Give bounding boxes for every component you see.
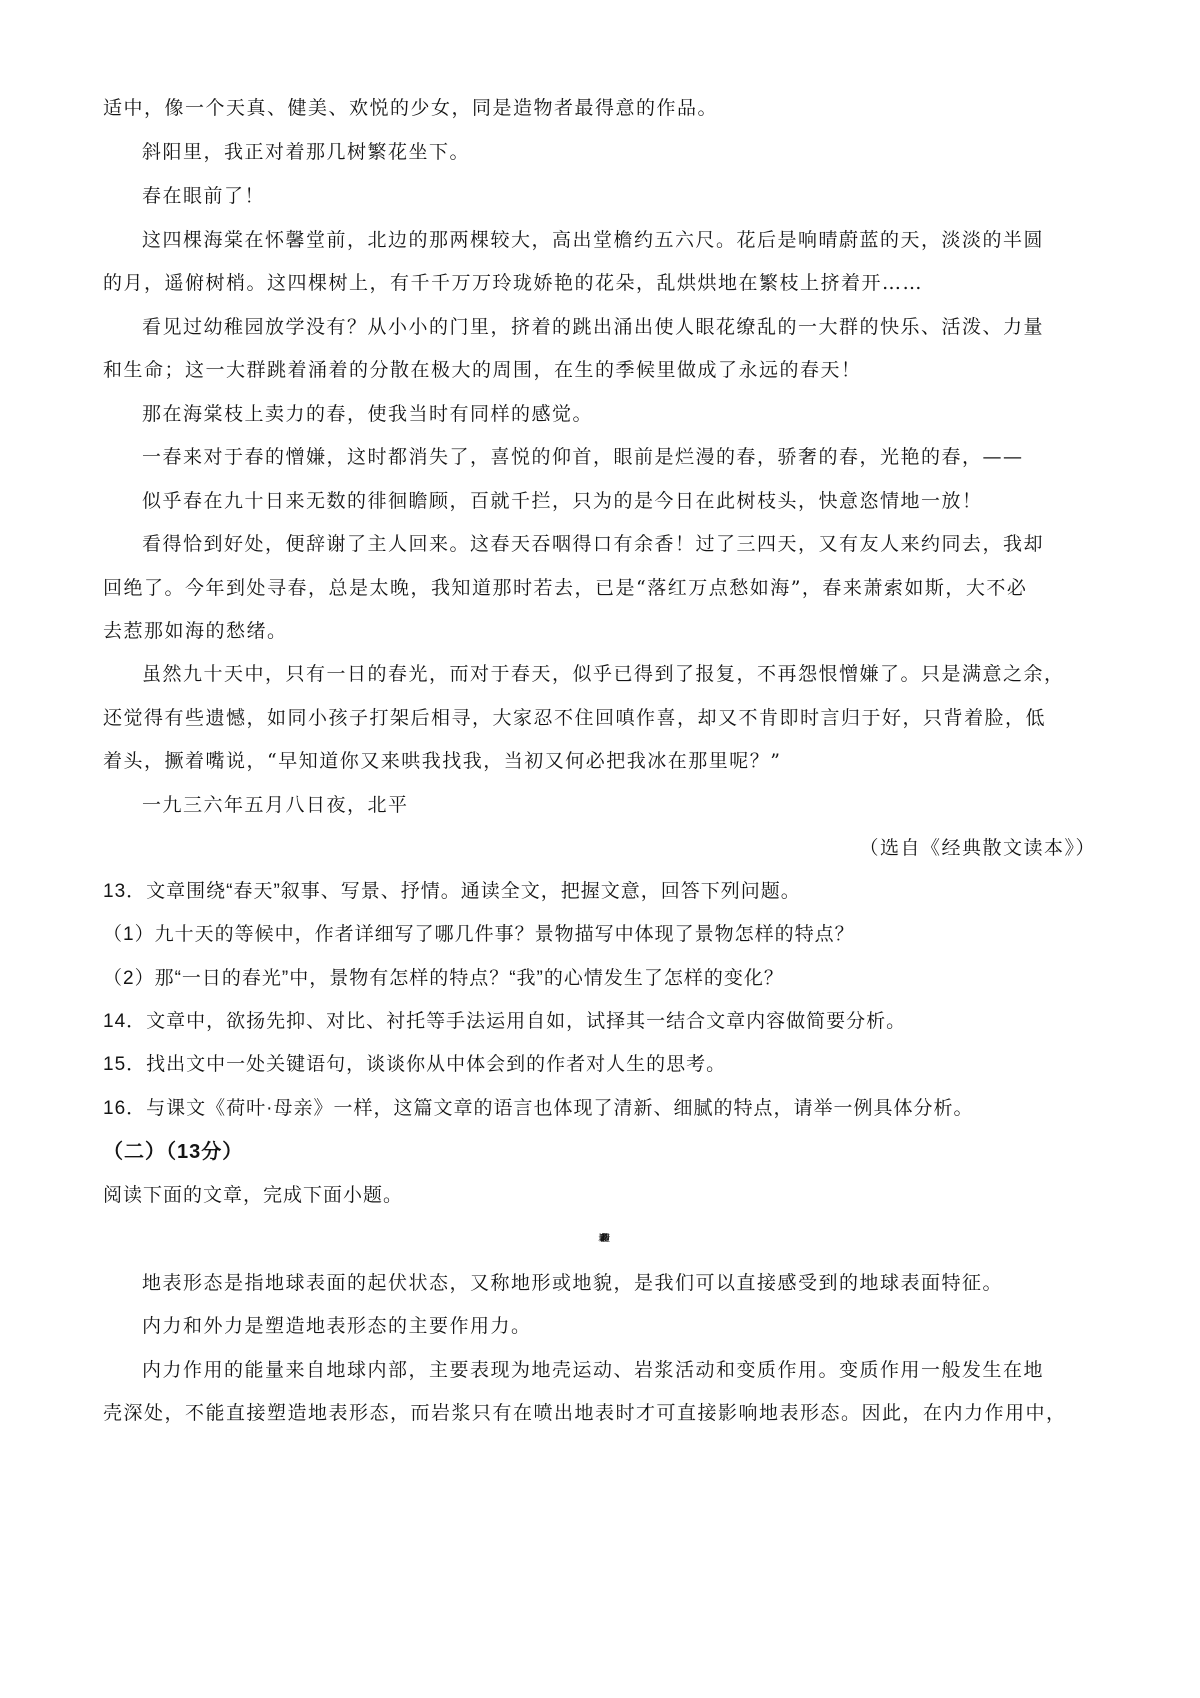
essay-source: （选自《经典散文读本》） (859, 837, 1096, 859)
essay-paragraph-line: 看得恰到好处，便辞谢了主人回来。这春天吞咽得口有余香！过了三四天，又有友人来约同去，我却 (142, 533, 1045, 555)
article-paragraph-line: 壳深处，不能直接塑造地表形态，而岩浆只有在喷出地表时才可直接影响地表形态。因此，在内力作用中， (103, 1402, 1067, 1424)
essay-paragraph-line: 还觉得有些遗憾，如同小孩子打架后相寻，大家忍不住回嗔作喜，却又不肯即时言归于好，只背着脸，低 (103, 707, 1047, 729)
essay-paragraph-line: 虽然九十天中，只有一日的春光，而对于春天，似乎已得到了报复，不再怨恨憎嫌了。只是满意之余， (142, 663, 1065, 685)
essay-paragraph-line: 似乎春在九十日来无数的徘徊瞻顾，百就千拦，只为的是今日在此树枝头，快意恣情地一放！ (142, 490, 983, 512)
essay-paragraph-line: 这四棵海棠在怀馨堂前，北边的那两棵较大，高出堂檐约五六尺。花后是响晴蔚蓝的天，淡淡的半圆 (142, 229, 1045, 251)
article-title: 地表形态的塑造 (598, 1234, 602, 1244)
essay-paragraph-line: 回绝了。今年到处寻春，总是太晚，我知道那时若去，已是“落红万点愁如海”，春来萧索如斯，大不必 (103, 577, 1028, 599)
essay-paragraph-line: 一春来对于春的憎嫌，这时都消失了，喜悦的仰首，眼前是烂漫的春，骄奢的春，光艳的春，—— (142, 446, 1024, 468)
essay-paragraph-line: 的月，遥俯树梢。这四棵树上，有千千万万玲珑娇艳的花朵，乱烘烘地在繁枝上挤着开…… (103, 272, 924, 294)
question-15: 15．找出文中一处关键语句，谈谈你从中体会到的作者对人生的思考。 (103, 1054, 727, 1075)
article-paragraph-line: 地表形态是指地球表面的起伏状态，又称地形或地貌，是我们可以直接感受到的地球表面特征。 (142, 1272, 1004, 1294)
essay-paragraph-line: 适中，像一个天真、健美、欢悦的少女，同是造物者最得意的作品。 (103, 97, 719, 119)
section-heading: （二）（13分） (103, 1141, 244, 1163)
question-16: 16．与课文《荷叶·母亲》一样，这篇文章的语言也体现了清新、细腻的特点，请举一例具体分析。 (103, 1098, 974, 1119)
essay-paragraph-line: 斜阳里，我正对着那几树繁花坐下。 (142, 141, 471, 163)
essay-paragraph-line: 那在海棠枝上卖力的春，使我当时有同样的感觉。 (142, 403, 594, 425)
essay-paragraph-line: 春在眼前了！ (142, 185, 266, 207)
essay-paragraph-line: 去惹那如海的愁绪。 (103, 620, 288, 642)
question-13-part-1: （1）九十天的等候中，作者详细写了哪几件事？景物描写中体现了景物怎样的特点？ (103, 924, 855, 945)
essay-date-line: 一九三六年五月八日夜，北平 (142, 794, 409, 816)
question-13-part-2: （2）那“一日的春光”中，景物有怎样的特点？“我”的心情发生了怎样的变化？ (103, 968, 784, 989)
article-paragraph-line: 内力作用的能量来自地球内部，主要表现为地壳运动、岩浆活动和变质作用。变质作用一般发生在地 (142, 1359, 1045, 1381)
question-14: 14．文章中，欲扬先抑、对比、衬托等手法运用自如，试择其一结合文章内容做简要分析。 (103, 1011, 907, 1032)
essay-paragraph-line: 和生命；这一大群跳着涌着的分散在极大的周围，在生的季候里做成了永远的春天！ (103, 359, 862, 381)
question-13: 13．文章围绕“春天”叙事、写景、抒情。通读全文，把握文意，回答下列问题。 (103, 881, 801, 902)
section-instruction: 阅读下面的文章，完成下面小题。 (103, 1185, 404, 1206)
essay-paragraph-line: 着头，撅着嘴说，“早知道你又来哄我找我，当初又何必把我冰在那里呢？” (103, 750, 782, 772)
essay-paragraph-line: 看见过幼稚园放学没有？从小小的门里，挤着的跳出涌出使人眼花缭乱的一大群的快乐、活泼、力量 (142, 316, 1045, 338)
article-paragraph-line: 内力和外力是塑造地表形态的主要作用力。 (142, 1315, 532, 1337)
